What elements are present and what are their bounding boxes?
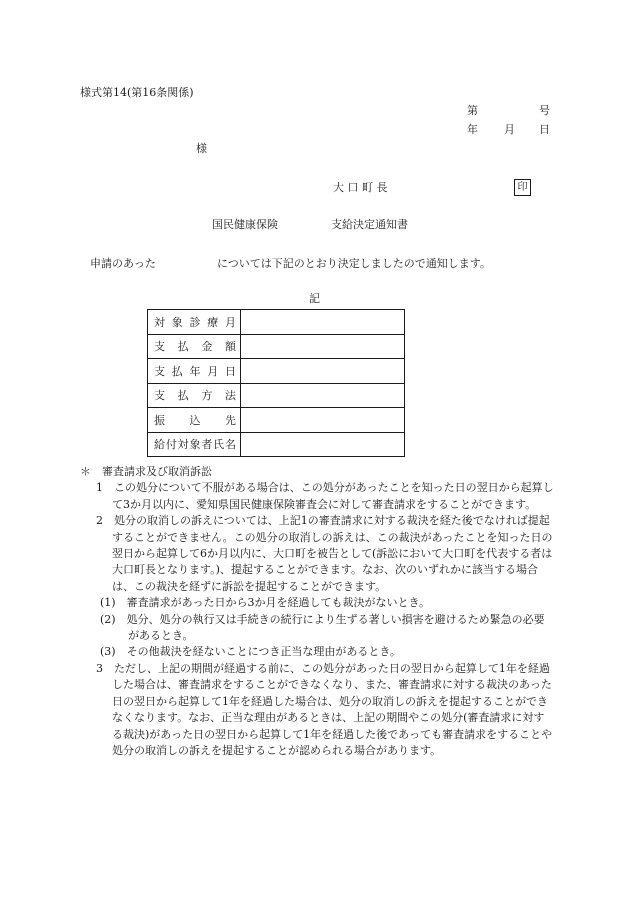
note-item-2: 2 処分の取消しの訴えについては、上記1の審査請求に対する裁決を経た後でなければ提起することができません。この処分の取消しの訴えは、この裁決があったことを知った日の翌日から起算して6か月以内に、大口町を被告として(訴訟において大口町を代表する者は大口町長となります。)、提起することができます。なお、次のいずれかに該当する場合は、この裁決を経ずに訴訟を提起することができます。 <box>96 514 553 593</box>
intro-left: 申請のあった <box>90 257 156 270</box>
row-label: 支払方法 <box>154 389 236 403</box>
row-value <box>241 310 405 335</box>
row-label: 支払年月日 <box>154 364 236 378</box>
doc-title-right: 支給決定通知書 <box>331 218 408 231</box>
date-day: 日 <box>539 123 550 136</box>
seal-mark: 印 <box>514 179 531 196</box>
decision-table <box>147 309 405 457</box>
intro-right: については下記のとおり決定しましたので通知します。 <box>217 257 491 270</box>
note-sub-2: (2) 処分、処分の執行又は手続きの続行により生ずる著しい損害を避けるため緊急の必要があるとき。 <box>100 612 545 643</box>
row-label: 振込先 <box>154 413 236 427</box>
table-row <box>148 408 405 433</box>
number-prefix: 第 <box>467 104 478 117</box>
row-value <box>241 432 405 457</box>
table-row <box>148 334 405 359</box>
note-sub-1: (1) 審査請求があった日から3か月を経過しても裁決がないとき。 <box>100 596 431 610</box>
table-row <box>148 359 405 384</box>
doc-title-left: 国民健康保険 <box>212 218 278 231</box>
table-row <box>148 383 405 408</box>
row-value <box>241 359 405 384</box>
ki-heading: 記 <box>309 292 320 305</box>
form-header: 様式第14(第16条関係) <box>80 86 194 99</box>
note-item-3: 3 ただし、上記の期間が経過する前に、この処分があった日の翌日から起算して1年を経過した場合は、審査請求をすることができなくなり、また、審査請求に対する裁決のあった日の翌日から起算して1年を経過した場合は、処分の取消しの訴えを提起することができなくなります。なお、正当な理由があるときは、上記の期間やこの処分(審査請求に対する裁決)があった日の翌日から起算して1年を経過した後であっても審査請求をすることや処分の取消しの訴えを提起することが認められる場合があります。 <box>96 661 553 757</box>
row-label: 給付対象者氏名 <box>154 438 236 452</box>
note-sub-3: (3) その他裁決を経ないことにつき正当な理由があるとき。 <box>100 645 401 659</box>
row-label: 支払金額 <box>154 340 236 354</box>
note-item-1: 1 この処分について不服がある場合は、この処分があったことを知った日の翌日から起算して3か月以内に、愛知県国民健康保険審査会に対して審査請求をすることができます。 <box>96 481 554 511</box>
appeal-notes <box>80 464 555 759</box>
date-month: 月 <box>504 123 515 136</box>
date-year: 年 <box>467 123 478 136</box>
row-label: 対象診療月 <box>154 315 236 329</box>
number-suffix: 号 <box>539 104 550 117</box>
row-value <box>241 408 405 433</box>
issuer-name: 大 口 町 長 <box>333 181 388 194</box>
row-value <box>241 383 405 408</box>
addressee-suffix: 様 <box>196 142 207 155</box>
notes-heading: ＊ 審査請求及び取消訴訟 <box>80 465 212 478</box>
table-row <box>148 310 405 335</box>
table-row <box>148 432 405 457</box>
row-value <box>241 334 405 359</box>
